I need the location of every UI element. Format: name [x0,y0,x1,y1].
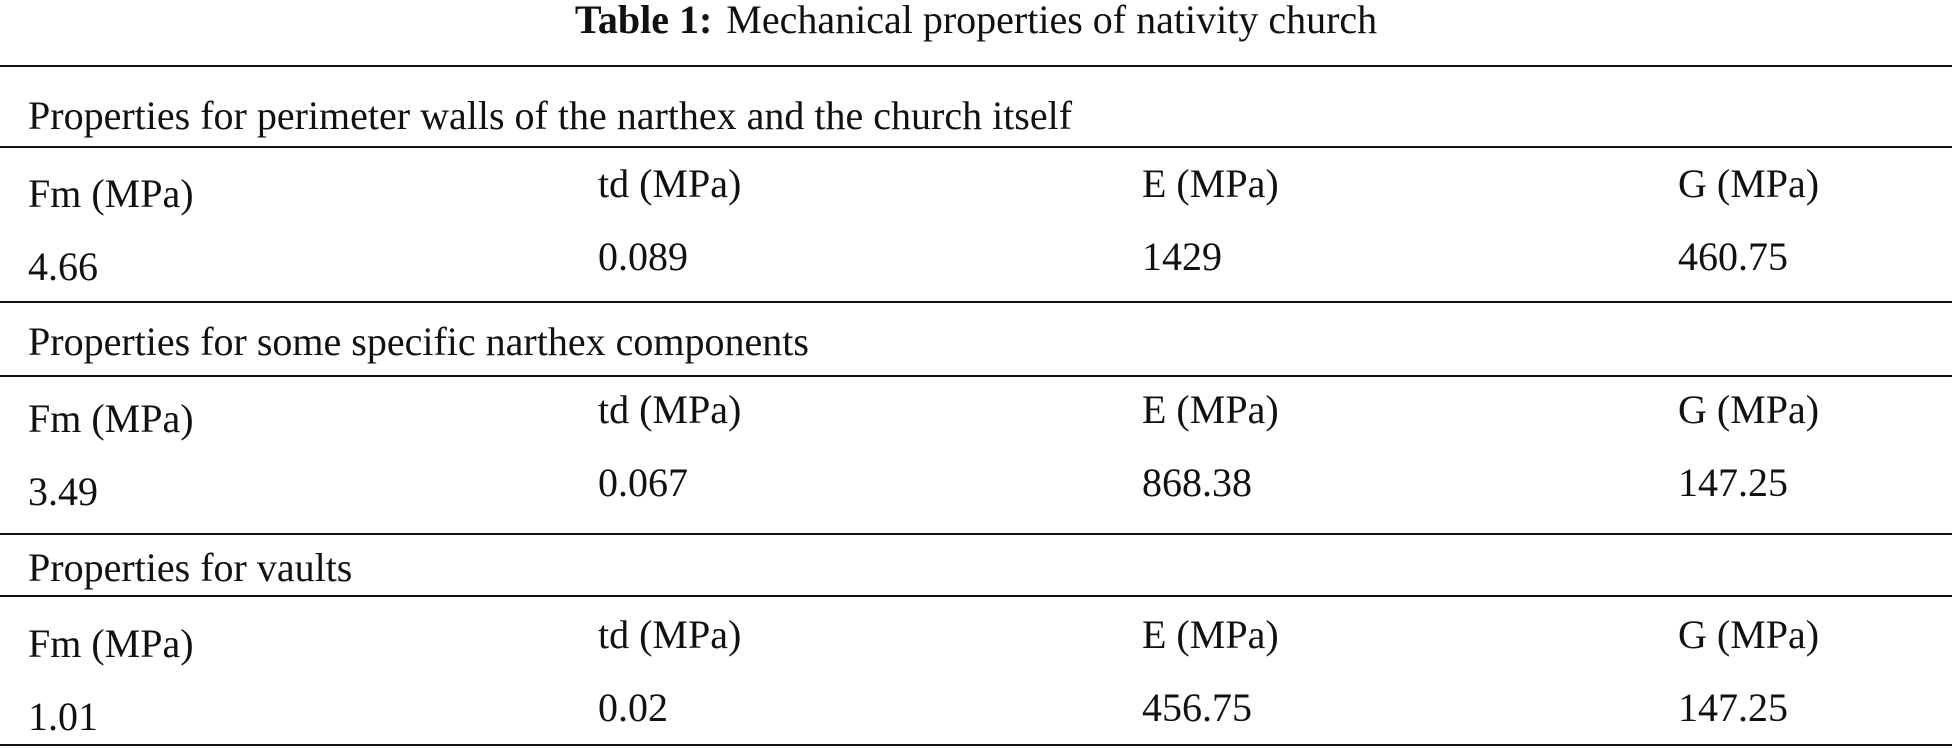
value-cell-td: 0.089 [598,234,688,279]
header-cell-fm: Fm (MPa) [28,396,194,441]
header-cell-td: td (MPa) [598,161,742,206]
section-rule [0,301,1952,303]
value-cell-e: 1429 [1142,234,1222,279]
table-caption-label: Table 1: [574,0,713,42]
bottom-rule [0,744,1952,746]
header-cell-g: G (MPa) [1678,387,1820,432]
table-caption [0,0,1952,40]
value-cell-g: 460.75 [1678,234,1788,279]
section-rule [0,375,1952,377]
section-title: Properties for some specific narthex components [28,319,809,364]
value-cell-fm: 1.01 [28,694,98,739]
section-rule [0,146,1952,148]
header-cell-g: G (MPa) [1678,612,1820,657]
header-cell-td: td (MPa) [598,387,742,432]
section-rule [0,533,1952,535]
top-rule [0,65,1952,67]
value-cell-e: 456.75 [1142,685,1252,730]
header-cell-g: G (MPa) [1678,161,1820,206]
value-cell-td: 0.067 [598,460,688,505]
table-caption-text: Mechanical properties of nativity church [726,0,1378,42]
value-cell-g: 147.25 [1678,460,1788,505]
value-cell-fm: 4.66 [28,244,98,289]
value-cell-e: 868.38 [1142,460,1252,505]
header-cell-td: td (MPa) [598,612,742,657]
section-title: Properties for vaults [28,545,353,590]
header-cell-fm: Fm (MPa) [28,621,194,666]
section-title: Properties for perimeter walls of the narthex and the church itself [28,93,1073,138]
header-cell-e: E (MPa) [1142,161,1279,206]
section-rule [0,595,1952,597]
header-cell-e: E (MPa) [1142,387,1279,432]
header-cell-e: E (MPa) [1142,612,1279,657]
header-cell-fm: Fm (MPa) [28,171,194,216]
value-cell-td: 0.02 [598,685,668,730]
value-cell-fm: 3.49 [28,469,98,514]
value-cell-g: 147.25 [1678,685,1788,730]
